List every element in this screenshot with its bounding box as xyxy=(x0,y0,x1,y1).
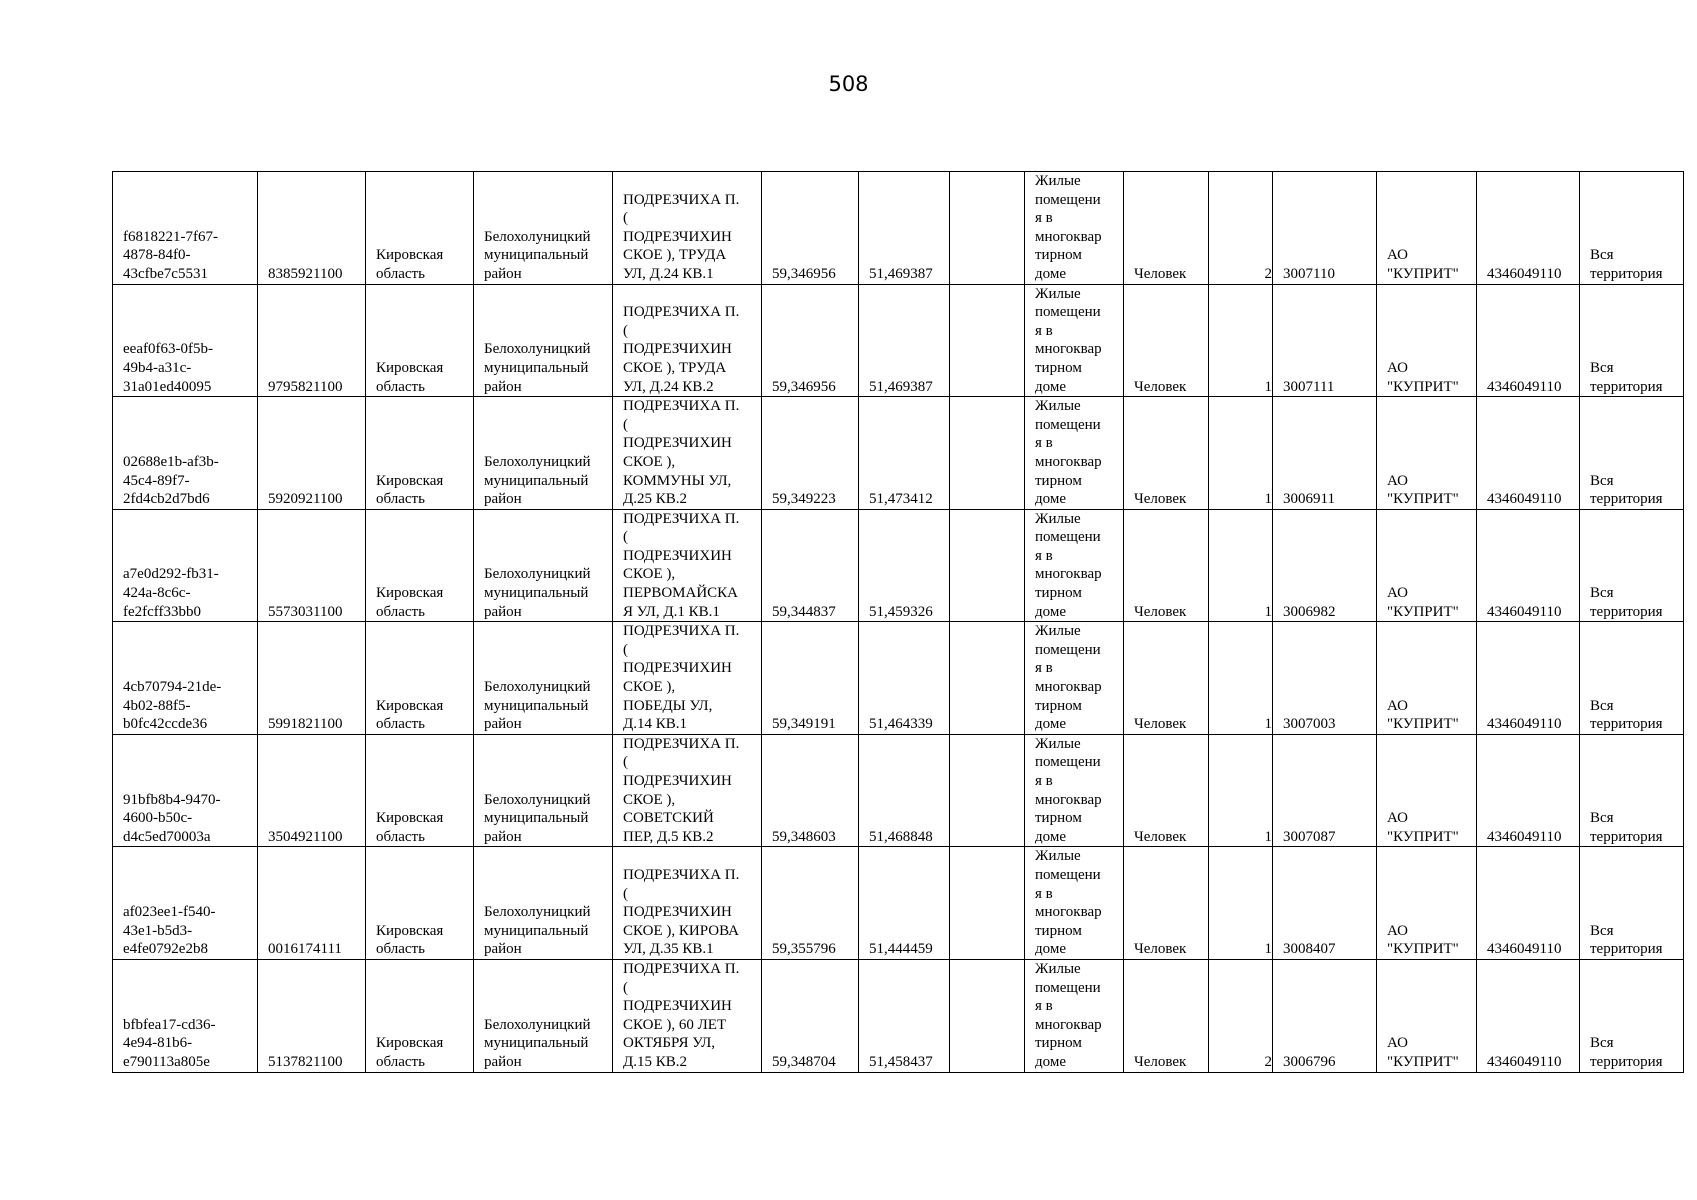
empty-cell xyxy=(950,959,1025,1072)
empty-cell xyxy=(950,397,1025,510)
district-cell: Белохолуницкий муниципальный район xyxy=(474,734,613,847)
latitude-cell: 59,346956 xyxy=(762,172,859,285)
page-number: 508 xyxy=(828,72,869,96)
address-cell: ПОДРЕЗЧИХА П. ( ПОДРЕЗЧИХИН СКОЕ ), 60 ЛЕТ ОКТЯБРЯ УЛ, Д.15 КВ.2 xyxy=(613,959,762,1072)
inn-cell: 4346049110 xyxy=(1477,509,1580,622)
operator-cell: АО "КУПРИТ" xyxy=(1377,959,1477,1072)
district-cell: Белохолуницкий муниципальный район xyxy=(474,284,613,397)
oktmo-cell: 3504921100 xyxy=(258,734,366,847)
unit-cell: Человек xyxy=(1124,284,1209,397)
region-cell: Кировская область xyxy=(366,734,474,847)
table-row xyxy=(113,959,1684,1072)
longitude-cell: 51,459326 xyxy=(859,509,950,622)
object-type-cell: Жилые помещени я в многоквар тирном доме xyxy=(1025,734,1124,847)
oktmo-cell: 5137821100 xyxy=(258,959,366,1072)
longitude-cell: 51,469387 xyxy=(859,284,950,397)
region-cell: Кировская область xyxy=(366,172,474,285)
table-row xyxy=(113,847,1684,960)
address-cell: ПОДРЕЗЧИХА П. ( ПОДРЕЗЧИХИН СКОЕ ), ТРУДА УЛ, Д.24 КВ.2 xyxy=(613,284,762,397)
inn-cell: 4346049110 xyxy=(1477,847,1580,960)
account-cell: 3006796 xyxy=(1273,959,1377,1072)
inn-cell: 4346049110 xyxy=(1477,172,1580,285)
operator-cell: АО "КУПРИТ" xyxy=(1377,172,1477,285)
empty-cell xyxy=(950,509,1025,622)
territory-cell: Вся территория xyxy=(1580,509,1684,622)
count-cell: 1 xyxy=(1209,734,1273,847)
account-cell: 3006982 xyxy=(1273,509,1377,622)
district-cell: Белохолуницкий муниципальный район xyxy=(474,959,613,1072)
object-type-cell: Жилые помещени я в многоквар тирном доме xyxy=(1025,622,1124,735)
latitude-cell: 59,346956 xyxy=(762,284,859,397)
empty-cell xyxy=(950,284,1025,397)
latitude-cell: 59,349191 xyxy=(762,622,859,735)
territory-cell: Вся территория xyxy=(1580,734,1684,847)
count-cell: 2 xyxy=(1209,172,1273,285)
object-id-cell: a7e0d292-fb31- 424a-8c6c- fe2fcff33bb0 xyxy=(113,509,258,622)
territory-cell: Вся территория xyxy=(1580,172,1684,285)
object-type-cell: Жилые помещени я в многоквар тирном доме xyxy=(1025,847,1124,960)
account-cell: 3008407 xyxy=(1273,847,1377,960)
unit-cell: Человек xyxy=(1124,734,1209,847)
table-row xyxy=(113,622,1684,735)
latitude-cell: 59,349223 xyxy=(762,397,859,510)
count-cell: 1 xyxy=(1209,509,1273,622)
object-id-cell: eeaf0f63-0f5b- 49b4-a31c- 31a01ed40095 xyxy=(113,284,258,397)
inn-cell: 4346049110 xyxy=(1477,284,1580,397)
latitude-cell: 59,348704 xyxy=(762,959,859,1072)
address-cell: ПОДРЕЗЧИХА П. ( ПОДРЕЗЧИХИН СКОЕ ), КОММУНЫ УЛ, Д.25 КВ.2 xyxy=(613,397,762,510)
inn-cell: 4346049110 xyxy=(1477,959,1580,1072)
region-cell: Кировская область xyxy=(366,959,474,1072)
region-cell: Кировская область xyxy=(366,847,474,960)
table-row xyxy=(113,172,1684,285)
region-cell: Кировская область xyxy=(366,509,474,622)
latitude-cell: 59,348603 xyxy=(762,734,859,847)
operator-cell: АО "КУПРИТ" xyxy=(1377,397,1477,510)
territory-cell: Вся территория xyxy=(1580,284,1684,397)
object-id-cell: af023ee1-f540- 43e1-b5d3- e4fe0792e2b8 xyxy=(113,847,258,960)
object-id-cell: 91bfb8b4-9470- 4600-b50c- d4c5ed70003a xyxy=(113,734,258,847)
district-cell: Белохолуницкий муниципальный район xyxy=(474,509,613,622)
oktmo-cell: 5920921100 xyxy=(258,397,366,510)
object-type-cell: Жилые помещени я в многоквар тирном доме xyxy=(1025,397,1124,510)
region-cell: Кировская область xyxy=(366,284,474,397)
territory-cell: Вся территория xyxy=(1580,959,1684,1072)
address-cell: ПОДРЕЗЧИХА П. ( ПОДРЕЗЧИХИН СКОЕ ), ПОБЕДЫ УЛ, Д.14 КВ.1 xyxy=(613,622,762,735)
district-cell: Белохолуницкий муниципальный район xyxy=(474,622,613,735)
empty-cell xyxy=(950,734,1025,847)
empty-cell xyxy=(950,847,1025,960)
address-cell: ПОДРЕЗЧИХА П. ( ПОДРЕЗЧИХИН СКОЕ ), СОВЕТСКИЙ ПЕР, Д.5 КВ.2 xyxy=(613,734,762,847)
table-row xyxy=(113,509,1684,622)
account-cell: 3007110 xyxy=(1273,172,1377,285)
unit-cell: Человек xyxy=(1124,959,1209,1072)
region-cell: Кировская область xyxy=(366,622,474,735)
longitude-cell: 51,464339 xyxy=(859,622,950,735)
territory-cell: Вся территория xyxy=(1580,622,1684,735)
object-type-cell: Жилые помещени я в многоквар тирном доме xyxy=(1025,959,1124,1072)
count-cell: 1 xyxy=(1209,397,1273,510)
count-cell: 2 xyxy=(1209,959,1273,1072)
unit-cell: Человек xyxy=(1124,622,1209,735)
district-cell: Белохолуницкий муниципальный район xyxy=(474,397,613,510)
district-cell: Белохолуницкий муниципальный район xyxy=(474,847,613,960)
count-cell: 1 xyxy=(1209,847,1273,960)
table-body xyxy=(113,172,1684,1073)
inn-cell: 4346049110 xyxy=(1477,734,1580,847)
longitude-cell: 51,473412 xyxy=(859,397,950,510)
count-cell: 1 xyxy=(1209,622,1273,735)
address-cell: ПОДРЕЗЧИХА П. ( ПОДРЕЗЧИХИН СКОЕ ), КИРОВА УЛ, Д.35 КВ.1 xyxy=(613,847,762,960)
unit-cell: Человек xyxy=(1124,397,1209,510)
operator-cell: АО "КУПРИТ" xyxy=(1377,622,1477,735)
account-cell: 3007003 xyxy=(1273,622,1377,735)
registry-table xyxy=(112,171,1684,1073)
account-cell: 3007111 xyxy=(1273,284,1377,397)
longitude-cell: 51,444459 xyxy=(859,847,950,960)
unit-cell: Человек xyxy=(1124,172,1209,285)
account-cell: 3006911 xyxy=(1273,397,1377,510)
operator-cell: АО "КУПРИТ" xyxy=(1377,734,1477,847)
object-id-cell: bfbfea17-cd36- 4e94-81b6- e790113a805e xyxy=(113,959,258,1072)
unit-cell: Человек xyxy=(1124,509,1209,622)
inn-cell: 4346049110 xyxy=(1477,397,1580,510)
oktmo-cell: 8385921100 xyxy=(258,172,366,285)
table-row xyxy=(113,397,1684,510)
longitude-cell: 51,468848 xyxy=(859,734,950,847)
longitude-cell: 51,458437 xyxy=(859,959,950,1072)
oktmo-cell: 9795821100 xyxy=(258,284,366,397)
table-row xyxy=(113,734,1684,847)
account-cell: 3007087 xyxy=(1273,734,1377,847)
inn-cell: 4346049110 xyxy=(1477,622,1580,735)
empty-cell xyxy=(950,622,1025,735)
count-cell: 1 xyxy=(1209,284,1273,397)
object-id-cell: 4cb70794-21de- 4b02-88f5- b0fc42ccde36 xyxy=(113,622,258,735)
operator-cell: АО "КУПРИТ" xyxy=(1377,284,1477,397)
address-cell: ПОДРЕЗЧИХА П. ( ПОДРЕЗЧИХИН СКОЕ ), ПЕРВОМАЙСКА Я УЛ, Д.1 КВ.1 xyxy=(613,509,762,622)
table-row xyxy=(113,284,1684,397)
district-cell: Белохолуницкий муниципальный район xyxy=(474,172,613,285)
address-cell: ПОДРЕЗЧИХА П. ( ПОДРЕЗЧИХИН СКОЕ ), ТРУДА УЛ, Д.24 КВ.1 xyxy=(613,172,762,285)
longitude-cell: 51,469387 xyxy=(859,172,950,285)
object-type-cell: Жилые помещени я в многоквар тирном доме xyxy=(1025,172,1124,285)
latitude-cell: 59,344837 xyxy=(762,509,859,622)
oktmo-cell: 5573031100 xyxy=(258,509,366,622)
region-cell: Кировская область xyxy=(366,397,474,510)
object-type-cell: Жилые помещени я в многоквар тирном доме xyxy=(1025,509,1124,622)
empty-cell xyxy=(950,172,1025,285)
object-id-cell: 02688e1b-af3b- 45c4-89f7- 2fd4cb2d7bd6 xyxy=(113,397,258,510)
object-type-cell: Жилые помещени я в многоквар тирном доме xyxy=(1025,284,1124,397)
territory-cell: Вся территория xyxy=(1580,397,1684,510)
oktmo-cell: 5991821100 xyxy=(258,622,366,735)
latitude-cell: 59,355796 xyxy=(762,847,859,960)
object-id-cell: f6818221-7f67- 4878-84f0- 43cfbe7c5531 xyxy=(113,172,258,285)
territory-cell: Вся территория xyxy=(1580,847,1684,960)
operator-cell: АО "КУПРИТ" xyxy=(1377,509,1477,622)
operator-cell: АО "КУПРИТ" xyxy=(1377,847,1477,960)
unit-cell: Человек xyxy=(1124,847,1209,960)
oktmo-cell: 0016174111 xyxy=(258,847,366,960)
